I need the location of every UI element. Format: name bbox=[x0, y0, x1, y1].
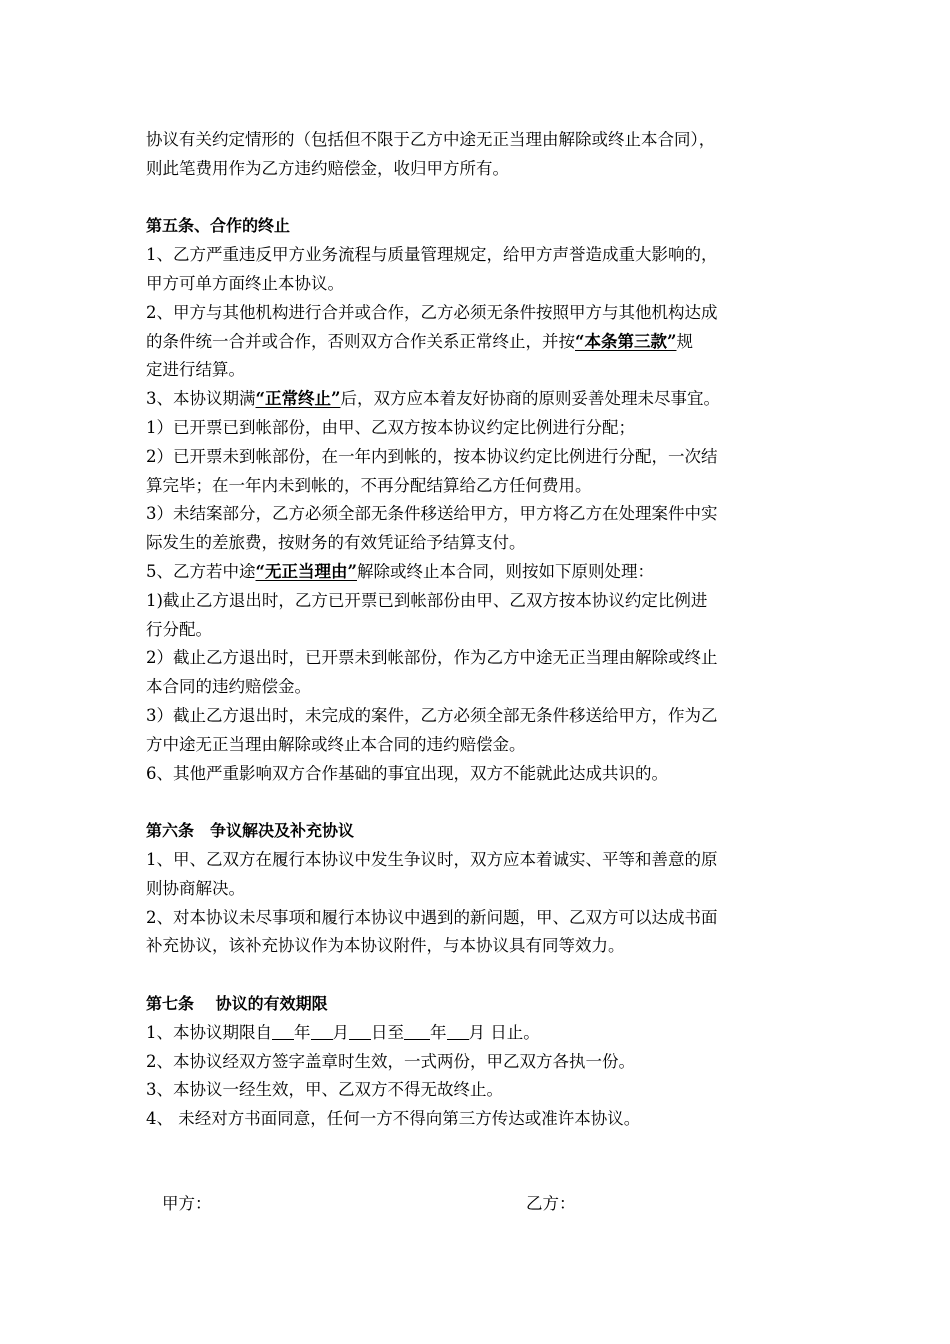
text-segment: 后，双方应本着友好协商的原则妥善处理未尽事宜。 bbox=[340, 389, 720, 409]
contract-body bbox=[146, 126, 826, 1134]
blank-field bbox=[311, 1023, 333, 1040]
a6-p1-line-2: 则协商解决。 bbox=[146, 878, 245, 898]
article-5-heading: 第五条、合作的终止 bbox=[146, 216, 291, 236]
a5-p2-line-3: 定进行结算。 bbox=[146, 360, 245, 380]
a5-sub-3-line-2: 际发生的差旅费，按财务的有效凭证给予结算支付。 bbox=[146, 533, 526, 553]
intro-line-2: 则此笔费用作为乙方违约赔偿金，收归甲方所有。 bbox=[146, 158, 509, 178]
a7-p4: 4、 未经对方书面同意，任何一方不得向第三方传达或准许本协议。 bbox=[146, 1109, 641, 1129]
party-b-signature-label: 乙方： bbox=[526, 1194, 576, 1213]
a5-p5 bbox=[146, 558, 826, 587]
a5-p2-line-2 bbox=[146, 328, 826, 357]
text-segment: 年 bbox=[294, 1022, 311, 1042]
text-segment: 1、本协议期限自 bbox=[146, 1022, 272, 1042]
text-segment: 的条件统一合并或合作，否则双方合作关系正常终止，并按 bbox=[146, 331, 575, 351]
a5-sub-3-line-1: 3）未结案部分，乙方必须全部无条件移送给甲方，甲方将乙方在处理案件中实 bbox=[146, 504, 718, 524]
party-a-signature-label: 甲方： bbox=[162, 1194, 212, 1213]
article-6-heading: 第六条 争议解决及补充协议 bbox=[146, 821, 355, 841]
a5-t3-line-1: 3）截止乙方退出时，未完成的案件，乙方必须全部无条件移送给甲方，作为乙 bbox=[146, 705, 718, 725]
spacer bbox=[146, 961, 826, 990]
spacer bbox=[146, 184, 826, 213]
text-segment: 5、乙方若中途 bbox=[146, 561, 256, 581]
a7-p3: 3、本协议一经生效，甲、乙双方不得无故终止。 bbox=[146, 1080, 503, 1100]
text-segment: 解除或终止本合同，则按如下原则处理： bbox=[356, 561, 654, 581]
text-segment: 日至 bbox=[371, 1022, 404, 1042]
underlined-term: “本条第三款” bbox=[575, 331, 677, 351]
a6-p2-line-2: 补充协议，该补充协议作为本协议附件，与本协议具有同等效力。 bbox=[146, 936, 625, 956]
blank-field bbox=[447, 1023, 469, 1040]
text-segment: 月 日止。 bbox=[468, 1022, 540, 1042]
a5-p6: 6、其他严重影响双方合作基础的事宜出现，双方不能就此达成共识的。 bbox=[146, 763, 668, 783]
text-segment: 3、本协议期满 bbox=[146, 389, 256, 409]
text-segment: 月 bbox=[332, 1022, 349, 1042]
a7-p2: 2、本协议经双方签字盖章时生效，一式两份，甲乙双方各执一份。 bbox=[146, 1051, 635, 1071]
a5-sub-1: 1）已开票已到帐部份，由甲、乙双方按本协议约定比例进行分配； bbox=[146, 417, 635, 437]
a5-sub-2-line-2: 算完毕；在一年内未到帐的，不再分配结算给乙方任何费用。 bbox=[146, 475, 592, 495]
underlined-term: “正常终止” bbox=[255, 389, 341, 409]
a5-t1-line-2: 行分配。 bbox=[146, 619, 212, 639]
article-7-heading: 第七条 协议的有效期限 bbox=[146, 993, 328, 1013]
a5-p3 bbox=[146, 385, 826, 414]
a5-t2-line-2: 本合同的违约赔偿金。 bbox=[146, 677, 311, 697]
blank-field bbox=[272, 1023, 294, 1040]
a5-p1-line-2: 甲方可单方面终止本协议。 bbox=[146, 273, 344, 293]
blank-field bbox=[349, 1023, 371, 1040]
a5-t1-line-1: 1)截止乙方退出时，乙方已开票已到帐部份由甲、乙双方按本协议约定比例进 bbox=[146, 590, 708, 610]
a6-p2-line-1: 2、对本协议未尽事项和履行本协议中遇到的新问题，甲、乙双方可以达成书面 bbox=[146, 907, 718, 927]
spacer bbox=[146, 788, 826, 817]
intro-line-1: 协议有关约定情形的（包括但不限于乙方中途无正当理由解除或终止本合同）， bbox=[146, 130, 716, 149]
a7-p1-term bbox=[146, 1019, 826, 1048]
a6-p1-line-1: 1、甲、乙双方在履行本协议中发生争议时，双方应本着诚实、平等和善意的原 bbox=[146, 849, 718, 869]
a5-t2-line-1: 2）截止乙方退出时，已开票未到帐部份，作为乙方中途无正当理由解除或终止 bbox=[146, 648, 718, 668]
text-segment: 规 bbox=[676, 331, 693, 351]
text-segment: 年 bbox=[430, 1022, 447, 1042]
a5-t3-line-2: 方中途无正当理由解除或终止本合同的违约赔偿金。 bbox=[146, 734, 526, 754]
a5-p1-line-1: 1、乙方严重违反甲方业务流程与质量管理规定，给甲方声誉造成重大影响的， bbox=[146, 245, 718, 265]
underlined-term: “无正当理由” bbox=[255, 561, 357, 581]
a5-sub-2-line-1: 2）已开票未到帐部份，在一年内到帐的，按本协议约定比例进行分配，一次结 bbox=[146, 446, 718, 466]
a5-p2-line-1: 2、甲方与其他机构进行合并或合作，乙方必须无条件按照甲方与其他机构达成 bbox=[146, 302, 718, 322]
blank-field bbox=[404, 1023, 430, 1040]
